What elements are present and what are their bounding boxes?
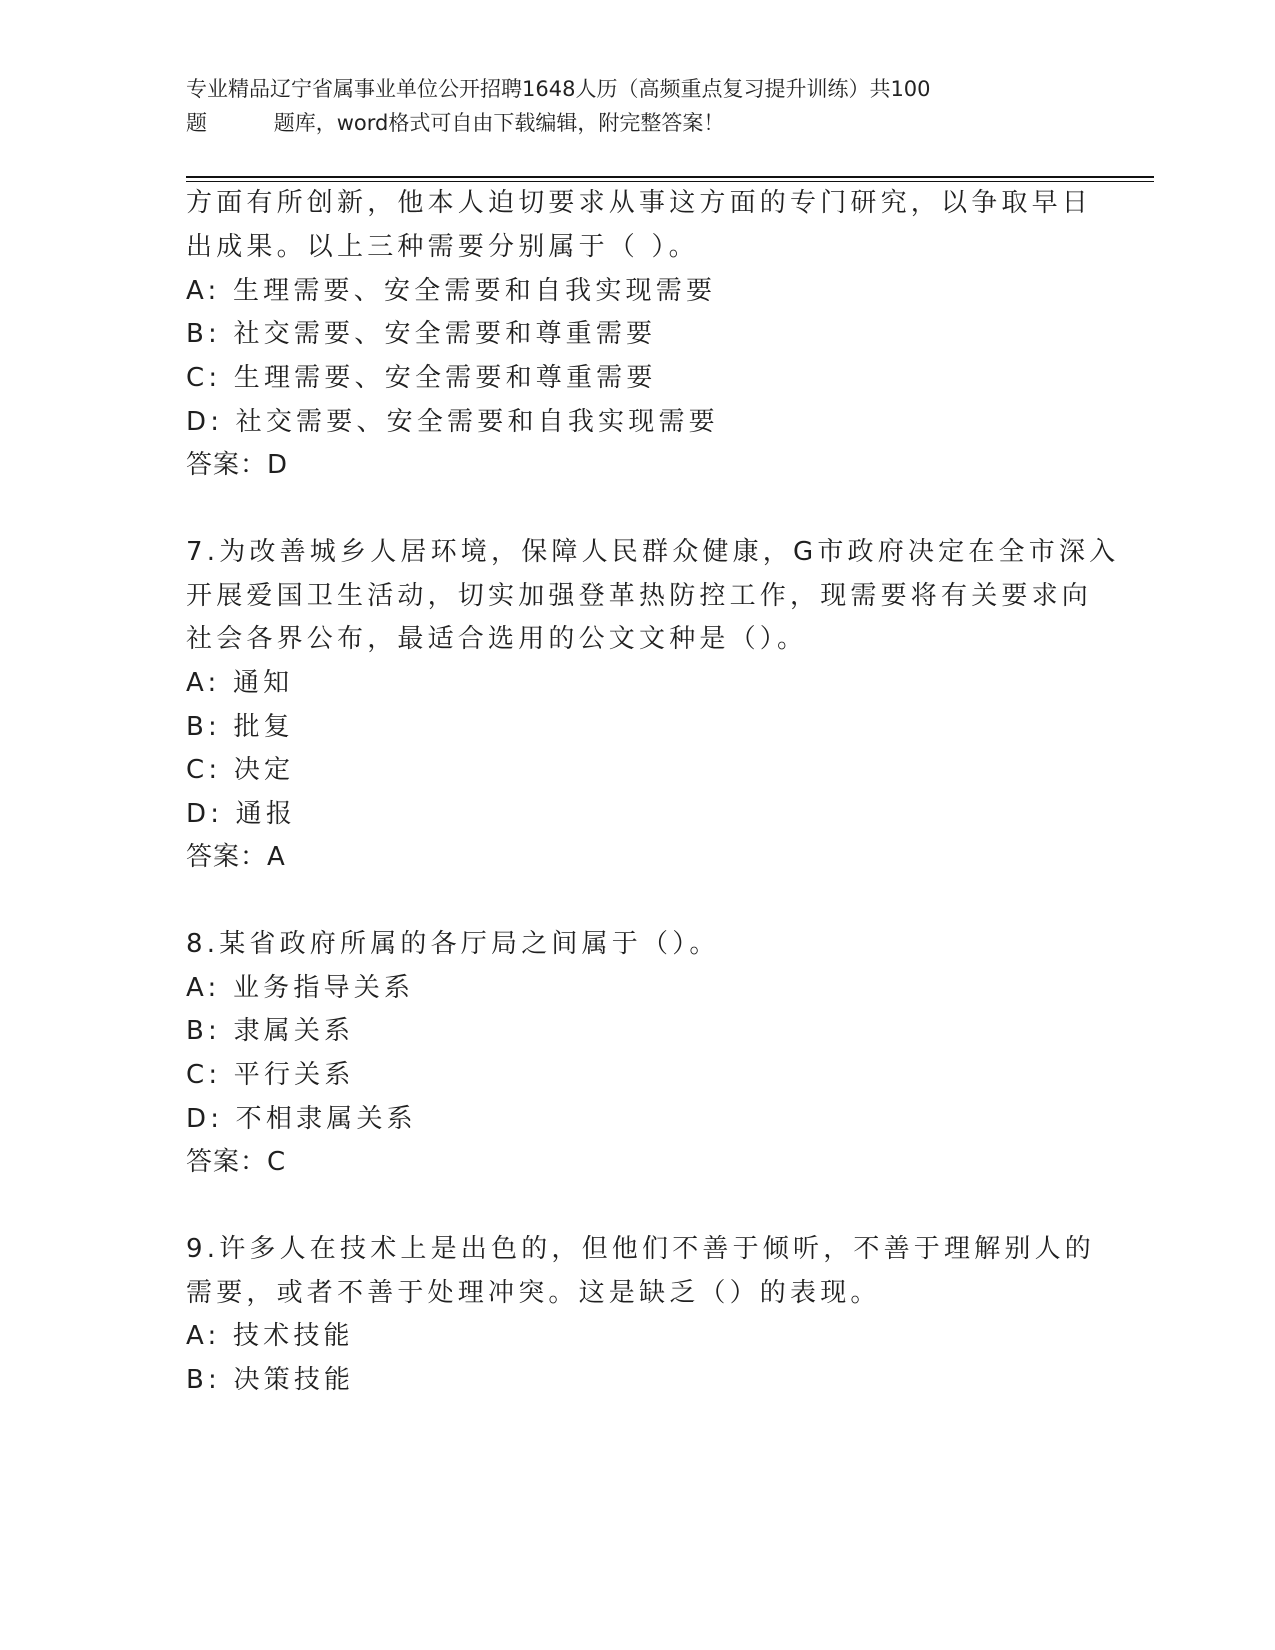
header-divider-thin bbox=[186, 181, 1154, 182]
option-a: A: 技术技能 bbox=[186, 1321, 354, 1351]
option-a: A: 通知 bbox=[186, 668, 294, 698]
option-d: D: 不相隶属关系 bbox=[186, 1104, 417, 1134]
question-text-line: 9.许多人在技术上是出色的，但他们不善于倾听，不善于理解别人的 bbox=[186, 1234, 1096, 1264]
question-text-line: 开展爱国卫生活动，切实加强登革热防控工作，现需要将有关要求向 bbox=[186, 581, 1093, 611]
answer-label: 答案：A bbox=[186, 842, 286, 872]
option-b: B: 隶属关系 bbox=[186, 1016, 355, 1046]
option-d: D: 通报 bbox=[186, 799, 297, 829]
question-text-line: 7.为改善城乡人居环境，保障人民群众健康，G市政府决定在全市深入 bbox=[186, 537, 1120, 567]
header-line-2: 题 题库，word格式可自由下载编辑，附完整答案！ bbox=[186, 111, 725, 135]
option-a: A: 生理需要、安全需要和自我实现需要 bbox=[186, 276, 717, 306]
option-b: B: 社交需要、安全需要和尊重需要 bbox=[186, 319, 657, 349]
option-c: C: 平行关系 bbox=[186, 1060, 355, 1090]
header-divider-thick bbox=[186, 176, 1154, 178]
document-header bbox=[186, 72, 1086, 140]
question-text-line: 出成果。以上三种需要分别属于（ ）。 bbox=[186, 232, 699, 262]
option-b: B: 决策技能 bbox=[186, 1365, 355, 1395]
question-text-line: 社会各界公布，最适合选用的公文文种是（）。 bbox=[186, 624, 808, 654]
question-text-line: 方面有所创新，他本人迫切要求从事这方面的专门研究，以争取早日 bbox=[186, 188, 1093, 218]
option-b: B: 批复 bbox=[186, 712, 294, 742]
option-d: D: 社交需要、安全需要和自我实现需要 bbox=[186, 407, 719, 437]
option-c: C: 决定 bbox=[186, 755, 295, 785]
option-c: C: 生理需要、安全需要和尊重需要 bbox=[186, 363, 657, 393]
option-a: A: 业务指导关系 bbox=[186, 973, 415, 1003]
answer-label: 答案：C bbox=[186, 1147, 287, 1177]
question-text-line: 8.某省政府所属的各厅局之间属于（）。 bbox=[186, 929, 720, 959]
answer-label: 答案：D bbox=[186, 450, 289, 480]
header-line-1: 专业精品辽宁省属事业单位公开招聘1648人历（高频重点复习提升训练）共100 bbox=[186, 77, 931, 101]
question-text-line: 需要，或者不善于处理冲突。这是缺乏（）的表现。 bbox=[186, 1278, 881, 1308]
